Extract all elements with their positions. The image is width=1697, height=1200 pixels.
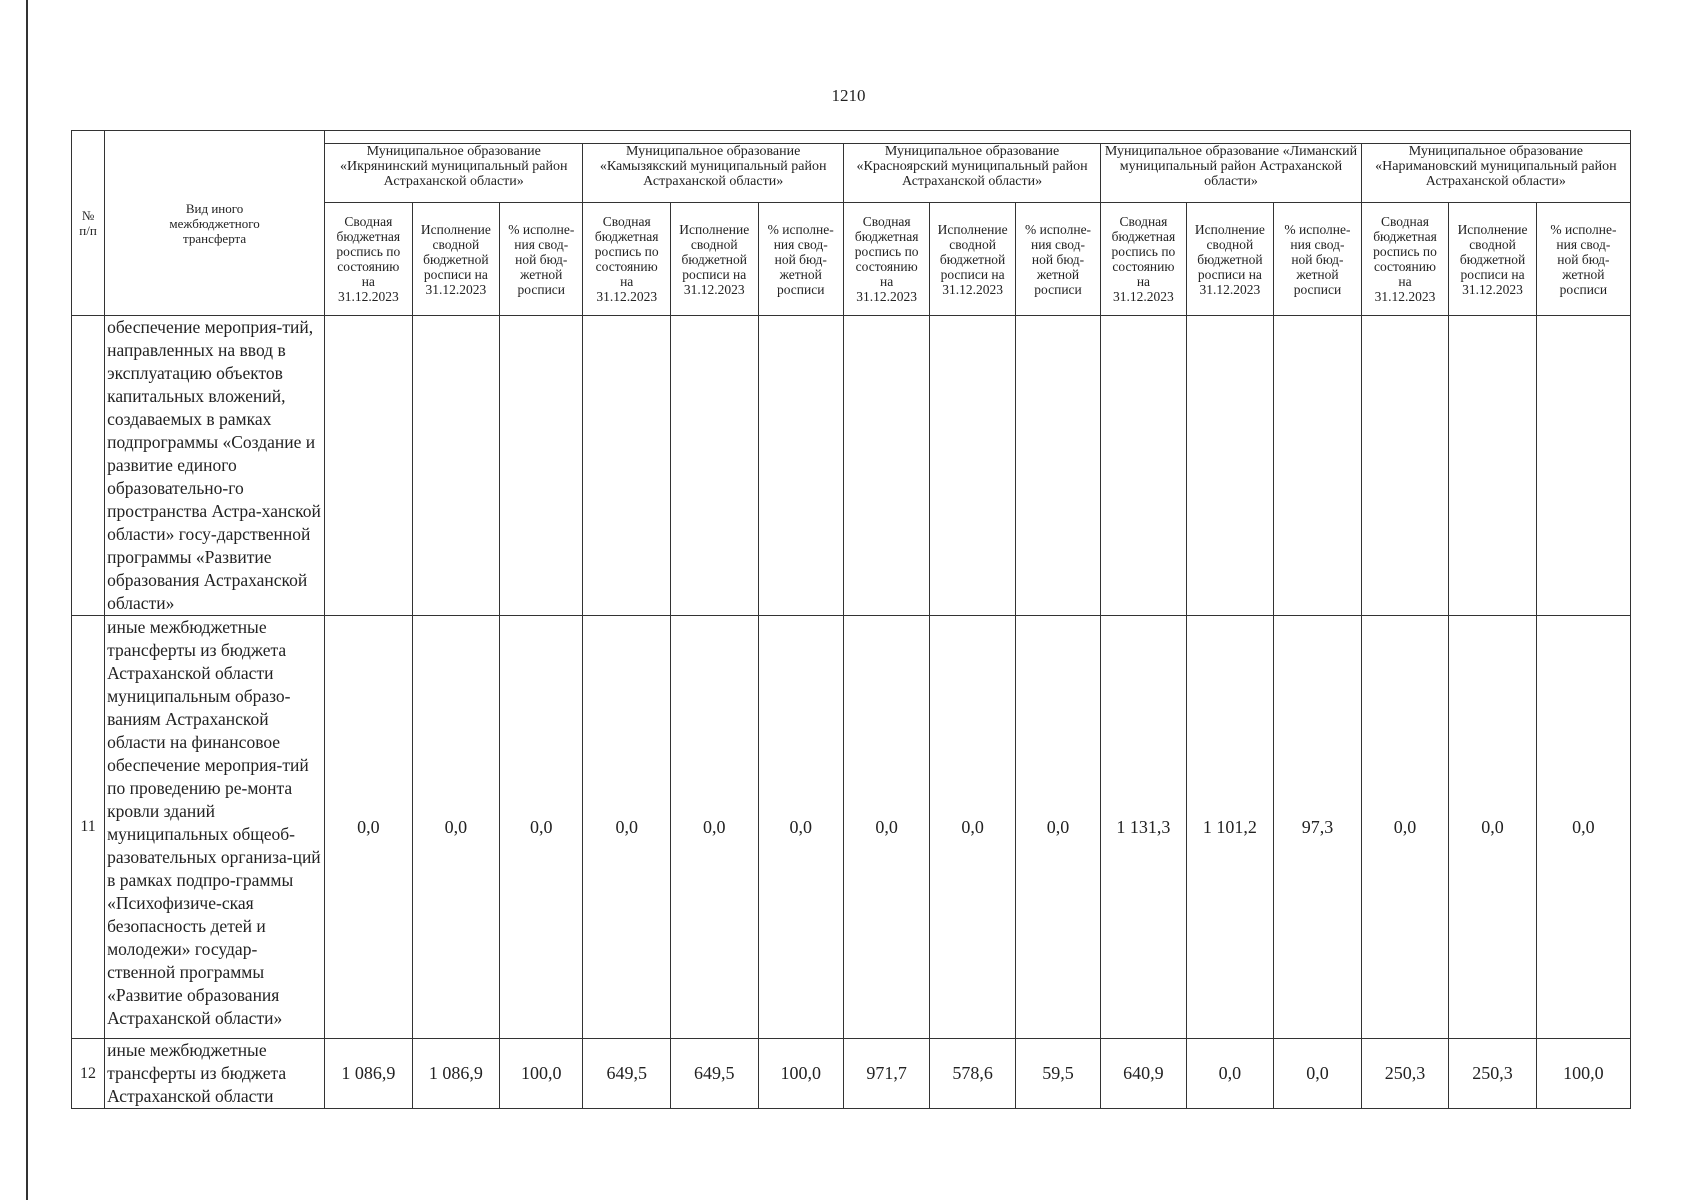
value-cell: 578,6 [930,1039,1015,1109]
value-cell: 100,0 [1536,1039,1630,1109]
subheader-execution: Исполнение сводной бюджетной росписи на 31.12.2023 [930,203,1015,316]
page-number: 1210 [831,86,866,105]
value-cell [1449,316,1537,616]
value-cell: 0,0 [843,616,929,1039]
subheader-budget-plan: Сводная бюджетная роспись по состоянию на 31.12.2023 [583,203,671,316]
municipality-header-kamyzyaksky: Муниципальное образование «Камызякский муниципальный район Астраханской области» [583,144,844,203]
value-cell [1186,316,1274,616]
subheader-execution: Исполнение сводной бюджетной росписи на 31.12.2023 [412,203,500,316]
value-cell: 971,7 [843,1039,929,1109]
subheader-budget-plan: Сводная бюджетная роспись по состоянию на 31.12.2023 [325,203,413,316]
value-cell [412,316,500,616]
value-cell [583,316,671,616]
subheader-execution: Исполнение сводной бюджетной росписи на 31.12.2023 [670,203,758,316]
row-number: 12 [72,1039,105,1109]
table-row [72,616,1631,1039]
value-cell: 0,0 [1274,1039,1362,1109]
municipality-header-limansky: Муниципальное образование «Лиманский муниципальный район Астраханской области» [1101,144,1362,203]
value-cell: 250,3 [1449,1039,1537,1109]
column-header-transfer-type: Вид иного межбюджетного трансферта [105,131,325,316]
subheader-percent: % исполне- ния свод- ной бюд- жетной росписи [1015,203,1100,316]
subheader-percent: % исполне- ния свод- ной бюд- жетной росписи [1536,203,1630,316]
value-cell: 1 131,3 [1101,616,1186,1039]
value-cell [1015,316,1100,616]
value-cell: 649,5 [583,1039,671,1109]
value-cell: 0,0 [1361,616,1449,1039]
subheader-percent: % исполне- ния свод- ной бюд- жетной росписи [1274,203,1362,316]
value-cell: 0,0 [583,616,671,1039]
value-cell: 0,0 [1536,616,1630,1039]
municipality-header-ikryaninsky: Муниципальное образование «Икрянинский муниципальный район Астраханской области» [325,144,583,203]
municipality-header-krasnoyarsky: Муниципальное образование «Красноярский муниципальный район Астраханской области» [843,144,1100,203]
value-cell [758,316,843,616]
value-cell [1536,316,1630,616]
binding-line [26,0,28,1200]
value-cell: 1 086,9 [412,1039,500,1109]
value-cell: 1 101,2 [1186,616,1274,1039]
subheader-budget-plan: Сводная бюджетная роспись по состоянию на 31.12.2023 [843,203,929,316]
value-cell [500,316,583,616]
value-cell: 0,0 [1186,1039,1274,1109]
value-cell: 1 086,9 [325,1039,413,1109]
value-cell: 0,0 [325,616,413,1039]
value-cell: 649,5 [670,1039,758,1109]
subheader-budget-plan: Сводная бюджетная роспись по состоянию на 31.12.2023 [1101,203,1186,316]
column-header-number: № п/п [72,131,105,316]
value-cell: 250,3 [1361,1039,1449,1109]
value-cell [1361,316,1449,616]
value-cell: 0,0 [758,616,843,1039]
value-cell [325,316,413,616]
value-cell: 0,0 [670,616,758,1039]
value-cell: 100,0 [500,1039,583,1109]
table-row [72,1039,1631,1109]
value-cell [843,316,929,616]
row-description: обеспечение мероприя-тий, направленных на ввод в эксплуатацию объектов капитальных вложений, создаваемых в рамках подпрограммы «Создание и развитие единого образовательно-го пространства Астра-ханской области» госу-дарственной программы «Развитие образования Астраханской области» [105,316,325,616]
value-cell [1274,316,1362,616]
municipality-header-narimanovsky: Муниципальное образование «Наримановский муниципальный район Астраханской области» [1361,144,1630,203]
row-number: 11 [72,616,105,1039]
subheader-percent: % исполне- ния свод- ной бюд- жетной росписи [500,203,583,316]
value-cell: 97,3 [1274,616,1362,1039]
subheader-budget-plan: Сводная бюджетная роспись по состоянию на 31.12.2023 [1361,203,1449,316]
value-cell: 59,5 [1015,1039,1100,1109]
value-cell: 0,0 [412,616,500,1039]
value-cell [670,316,758,616]
table-row [72,316,1631,616]
header-blank-strip [325,131,1631,144]
budget-execution-table [71,130,1631,1109]
value-cell: 640,9 [1101,1039,1186,1109]
value-cell: 0,0 [1015,616,1100,1039]
value-cell: 100,0 [758,1039,843,1109]
subheader-execution: Исполнение сводной бюджетной росписи на 31.12.2023 [1186,203,1274,316]
value-cell [930,316,1015,616]
row-number [72,316,105,616]
subheader-percent: % исполне- ния свод- ной бюд- жетной росписи [758,203,843,316]
value-cell [1101,316,1186,616]
subheader-execution: Исполнение сводной бюджетной росписи на 31.12.2023 [1449,203,1537,316]
value-cell: 0,0 [930,616,1015,1039]
row-description: иные межбюджетные трансферты из бюджета Астраханской области муниципальным образо-ваниям Астраханской области на финансовое обеспечение мероприя-тий по проведению ре-монта кровли зданий муниципальных общеоб-разовательных организа-ций в рамках подпро-граммы «Психофизиче-ская безопасность детей и молодежи» государ-ственной программы «Развитие образования Астраханской области» [105,616,325,1039]
value-cell: 0,0 [1449,616,1537,1039]
header-top-strip [72,131,1631,144]
row-description: иные межбюджетные трансферты из бюджета Астраханской области [105,1039,325,1109]
value-cell: 0,0 [500,616,583,1039]
budget-table-container [71,130,1631,1109]
